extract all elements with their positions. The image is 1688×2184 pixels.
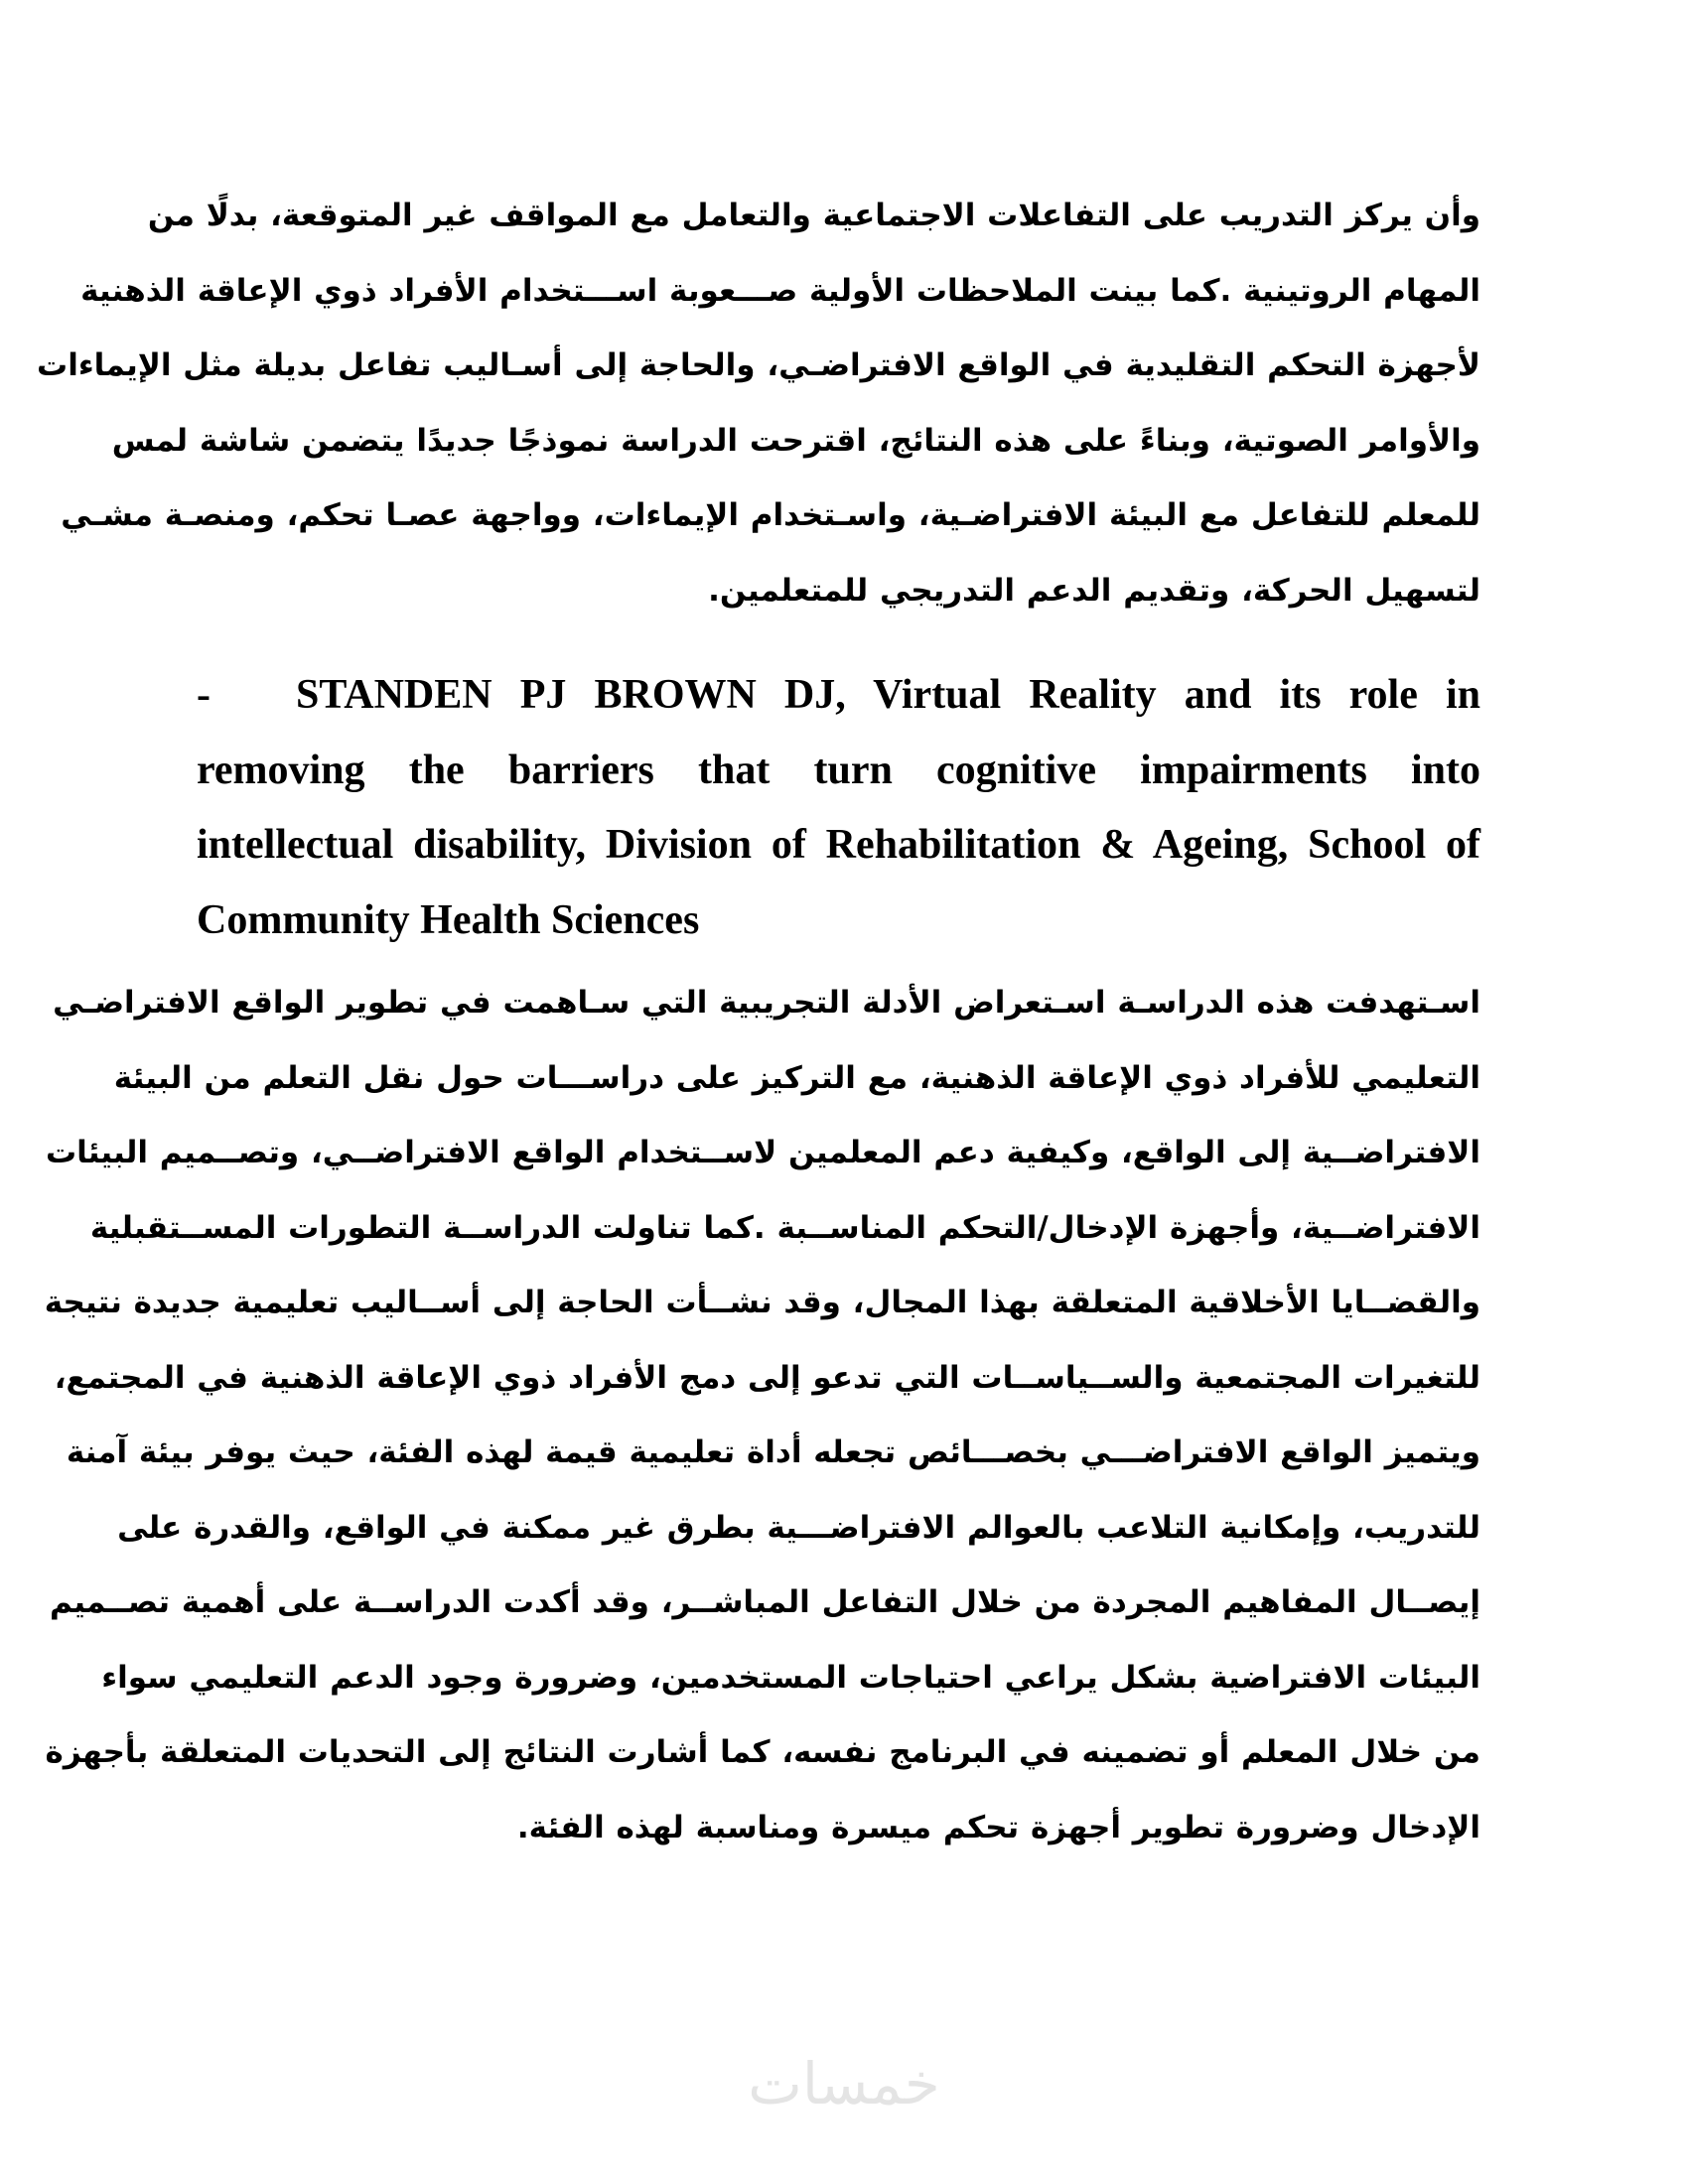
reference-line: intellectual disability, Division of Rehabilitation & Ageing, School of [197,822,1480,868]
paragraph-line: للتدريب، وإمكانية التلاعب بالعوالم الافتراضـــية بطرق غير ممكنة في الواقع، والقدرة على [117,1509,1480,1546]
reference-line [197,658,1480,734]
paragraph-line: وأن يركز التدريب على التفاعلات الاجتماعية والتعامل مع المواقف غير المتوقعة، بدلًا من [147,198,1480,233]
paragraph-line: التعليمي للأفراد ذوي الإعاقة الذهنية، مع التركيز على دراســـات حول نقل التعلم من البيئة [113,1059,1480,1096]
paragraph-line: لأجهزة التحكم التقليدية في الواقع الافتراضـي، والحاجة إلى أسـاليب تفاعل بديلة مثل الإيماءات [37,347,1480,383]
paragraph-line: لتسهيل الحركة، وتقديم الدعم التدريجي للمتعلمين. [708,572,1480,609]
paragraph-line: والقضــايا الأخلاقية المتعلقة بهذا المجال، وقد نشــأت الحاجة إلى أســاليب تعليمية جديدة نتيجة [44,1285,1480,1320]
paragraph-line: الإدخال وضرورة تطوير أجهزة تحكم ميسرة ومناسبة لهذه الفئة. [516,1809,1480,1845]
paragraph-line: الافتراضــية إلى الواقع، وكيفية دعم المعلمين لاســتخدام الواقع الافتراضــي، وتصــميم البيئات [45,1135,1480,1170]
paragraph-line: والأوامر الصوتية، وبناءً على هذه النتائج، اقترحت الدراسة نموذجًا جديدًا يتضمن شاشة لمس [111,422,1480,459]
paragraph-line: للتغيرات المجتمعية والســياســات التي تدعو إلى دمج الأفراد ذوي الإعاقة الذهنية في المجتمع، [54,1359,1480,1396]
paragraph-line: للمعلم للتفاعل مع البيئة الافتراضـية، واسـتخدام الإيماءات، وواجهة عصـا تحكم، ومنصـة مشـي [61,497,1480,533]
bullet-dash: - [197,672,211,718]
paragraph-line: من خلال المعلم أو تضمينه في البرنامج نفسه، كما أشارت النتائج إلى التحديات المتعلقة بأجهزة [45,1734,1480,1770]
arabic-paragraph-1 [37,179,1480,628]
paragraph-line: الافتراضــية، وأجهزة الإدخال/التحكم المناســبة .كما تناولت الدراســة التطورات المســتقبلية [89,1209,1480,1246]
reference-text: STANDEN PJ BROWN DJ, Virtual Reality and its role in [296,672,1480,718]
paragraph-line: المهام الروتينية .كما بينت الملاحظات الأولية صـــعوبة اســـتخدام الأفراد ذوي الإعاقة الذهنية [80,272,1480,309]
paragraph-line: ويتميز الواقع الافتراضـــي بخصـــائص تجعله أداة تعليمية قيمة لهذه الفئة، حيث يوفر بيئة آمنة [66,1434,1480,1470]
reference-line: Community Health Sciences [197,896,700,943]
reference-heading [197,658,1480,958]
reference-line: removing the barriers that turn cognitive impairments into [197,747,1480,793]
document-page [37,179,1480,1865]
khamsat-watermark-logo: خمسات [748,2050,940,2117]
paragraph-line: إيصــال المفاهيم المجردة من خلال التفاعل المباشــر، وقد أكدت الدراســة على أهمية تصــميم [49,1584,1480,1620]
paragraph-line: البيئات الافتراضية بشكل يراعي احتياجات المستخدمين، وضرورة وجود الدعم التعليمي سواء [101,1659,1480,1696]
paragraph-line: اسـتهدفت هذه الدراسـة اسـتعراض الأدلة التجريبية التي سـاهمت في تطوير الواقع الافتراضـي [53,985,1480,1021]
arabic-paragraph-2 [44,966,1480,1865]
